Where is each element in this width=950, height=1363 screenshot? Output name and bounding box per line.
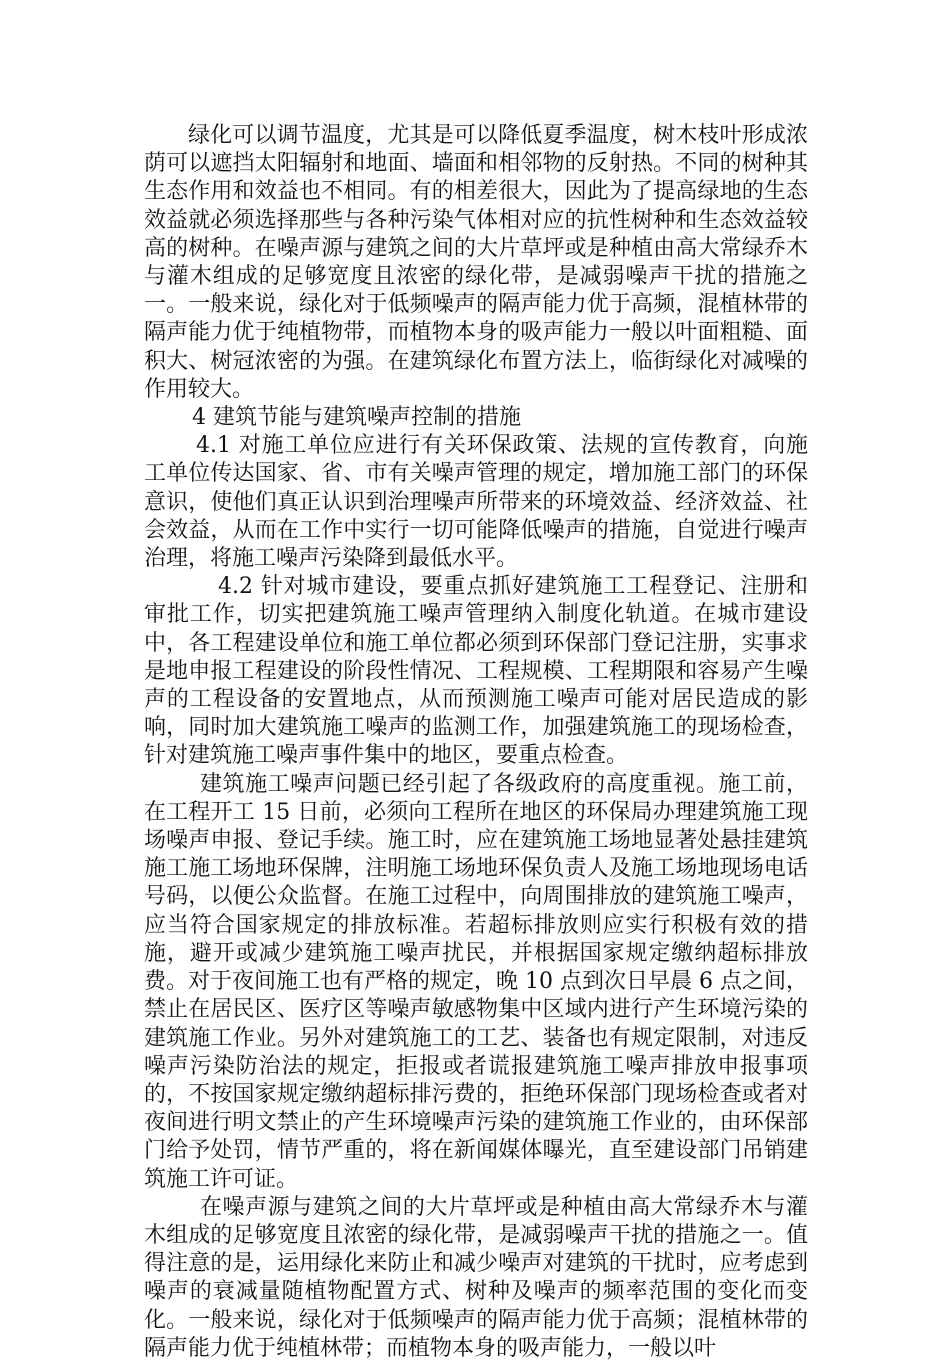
document-body	[144, 122, 808, 1363]
section-heading-4: 4 建筑节能与建筑噪声控制的措施	[192, 405, 521, 431]
paragraph-4-2: 4.2 针对城市建设，要重点抓好建筑施工工程登记、注册和审批工作，切实把建筑施工噪声管理纳入制度化轨道。在城市建设中，各工程建设单位和施工单位都必须到环保部门登记注册，实事求是地申报工程建设的阶段性情况、工程规模、工程期限和容易产生噪声的工程设备的安置地点，从而预测施工噪声可能对居民造成的影响，同时加大建筑施工噪声的监测工作，加强建筑施工的现场检查，针对建筑施工噪声事件集中的地区，要重点检查。	[144, 574, 808, 769]
paragraph-greening-noise: 在噪声源与建筑之间的大片草坪或是种植由高大常绿乔木与灌木组成的足够宽度且浓密的绿化带，是减弱噪声干扰的措施之一。值得注意的是，运用绿化来防止和减少噪声对建筑的干扰时，应考虑到噪声的衰减量随植物配置方式、树种及噪声的频率范围的变化而变化。一般来说，绿化对于低频噪声的隔声能力优于高频；混植林带的隔声能力优于纯植林带；而植物本身的吸声能力，一般以叶	[144, 1194, 808, 1361]
paragraph-government-attention: 建筑施工噪声问题已经引起了各级政府的高度重视。施工前，在工程开工 15 日前，必须向工程所在地区的环保局办理建筑施工现场噪声申报、登记手续。施工时，应在建筑施工场地显著处悬挂建筑施工施工场地环保牌，注明施工场地环保负责人及施工场地现场电话号码，以便公众监督。在施工过程中，向周围排放的建筑施工噪声，应当符合国家规定的排放标准。若超标排放则应实行积极有效的措施，避开或减少建筑施工噪声扰民，并根据国家规定缴纳超标排放费。对于夜间施工也有严格的规定，晚 10 点到次日早晨 6 点之间，禁止在居民区、医疗区等噪声敏感物集中区域内进行产生环境污染的建筑施工作业。另外对建筑施工的工艺、装备也有规定限制，对违反噪声污染防治法的规定，拒报或者谎报建筑施工噪声排放申报事项的，不按国家规定缴纳超标排污费的，拒绝环保部门现场检查或者对夜间进行明文禁止的产生环境噪声污染的建筑施工作业的，由环保部门给予处罚，情节严重的，将在新闻媒体曝光，直至建设部门吊销建筑施工许可证。	[144, 771, 808, 1192]
paragraph-greening-temperature: 绿化可以调节温度，尤其是可以降低夏季温度，树木枝叶形成浓荫可以遮挡太阳辐射和地面、墙面和相邻物的反射热。不同的树种其生态作用和效益也不相同。有的相差很大，因此为了提高绿地的生态效益就必须选择那些与各种污染气体相对应的抗性树种和生态效益较高的树种。在噪声源与建筑之间的大片草坪或是种植由高大常绿乔木与灌木组成的足够宽度且浓密的绿化带，是减弱噪声干扰的措施之一。一般来说，绿化对于低频噪声的隔声能力优于高频，混植林带的隔声能力优于纯植物带，而植物本身的吸声能力一般以叶面粗糙、面积大、树冠浓密的为强。在建筑绿化布置方法上，临街绿化对减噪的作用较大。	[144, 123, 808, 402]
paragraph-4-1: 4.1 对施工单位应进行有关环保政策、法规的宣传教育，向施工单位传达国家、省、市有关噪声管理的规定，增加施工部门的环保意识，使他们真正认识到治理噪声所带来的环境效益、经济效益、社会效益，从而在工作中实行一切可能降低噪声的措施，自觉进行噪声治理，将施工噪声污染降到最低水平。	[144, 433, 808, 572]
